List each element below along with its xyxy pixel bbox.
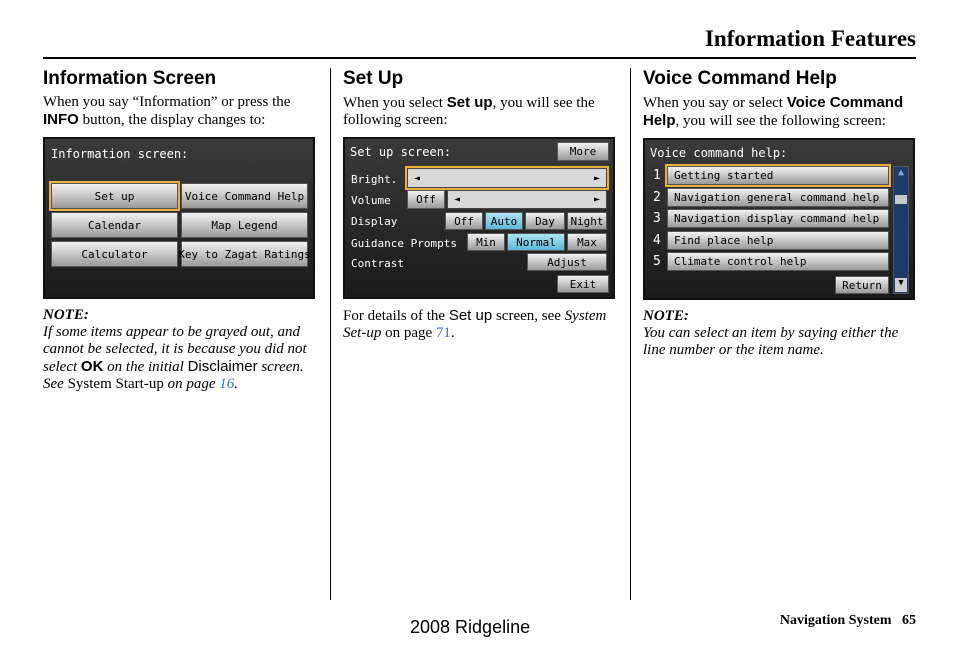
scroll-down-icon[interactable]: ▼ <box>895 278 907 292</box>
calculator-button[interactable]: Calculator <box>51 241 178 267</box>
zagat-ratings-button[interactable]: Key to Zagat Ratings <box>181 241 308 267</box>
intro-text: When you select Set up, you will see the following screen: <box>343 94 595 128</box>
page-link[interactable]: 71 <box>435 325 451 341</box>
voice-command-help-button[interactable]: Voice Command Help <box>181 183 308 209</box>
display-off-button[interactable]: Off <box>445 212 483 230</box>
bright-label: Bright. <box>351 173 398 186</box>
guidance-max-button[interactable]: Max <box>567 233 607 251</box>
voice-command-help-section <box>643 68 918 359</box>
volume-label: Volume <box>351 194 391 207</box>
item-number: 2 <box>653 190 661 205</box>
intro-text: When you say “Information” or press the INFO button, the display changes to: <box>43 94 291 128</box>
page-number: 65 <box>902 613 916 628</box>
right-arrow-icon[interactable]: ► <box>593 172 600 184</box>
help-item-navigation-display[interactable]: Navigation display command help <box>667 209 889 228</box>
item-number: 3 <box>653 211 661 226</box>
page-link[interactable]: 16 <box>219 376 235 392</box>
contrast-adjust-button[interactable]: Adjust <box>527 253 607 271</box>
left-arrow-icon[interactable]: ◄ <box>414 172 421 184</box>
map-legend-button[interactable]: Map Legend <box>181 212 308 238</box>
intro-text: When you say or select Voice Command Help, you will see the following screen: <box>643 94 904 129</box>
more-button[interactable]: More <box>557 142 609 161</box>
screen-title: Information screen: <box>51 147 189 161</box>
page-footer: Navigation System 65 <box>779 613 916 628</box>
display-label: Display <box>351 215 398 228</box>
watermark: 2008 Ridgeline <box>410 617 531 637</box>
section-heading: Set Up <box>343 68 404 89</box>
information-screen-image <box>43 137 315 299</box>
page-header: Information Features <box>704 26 916 51</box>
column-divider <box>630 68 631 600</box>
note-block: NOTE: If some items appear to be grayed out, and cannot be selected, it is because you did not select OK on the initial Disclaimer screen. See System Start-up on page 16. <box>43 307 307 392</box>
calendar-button[interactable]: Calendar <box>51 212 178 238</box>
help-item-getting-started[interactable]: Getting started <box>667 166 889 185</box>
information-screen-section <box>43 68 323 393</box>
screen-title: Voice command help: <box>650 146 788 160</box>
guidance-prompts-label: Guidance Prompts <box>351 237 457 250</box>
note-block: NOTE: You can select an item by saying either the line number or the item name. <box>643 308 899 358</box>
display-auto-button[interactable]: Auto <box>485 212 523 230</box>
display-night-button[interactable]: Night <box>567 212 607 230</box>
help-item-find-place[interactable]: Find place help <box>667 231 889 250</box>
screen-title: Set up screen: <box>350 145 452 159</box>
section-heading: Information Screen <box>43 68 217 89</box>
header-rule <box>43 57 916 59</box>
brightness-slider[interactable] <box>407 168 607 188</box>
right-arrow-icon[interactable]: ► <box>593 194 600 205</box>
scroll-up-icon[interactable]: ▲ <box>897 167 905 178</box>
volume-slider[interactable] <box>447 190 607 209</box>
volume-off-button[interactable]: Off <box>407 190 445 209</box>
display-day-button[interactable]: Day <box>525 212 565 230</box>
set-up-section <box>343 68 618 342</box>
help-item-climate-control[interactable]: Climate control help <box>667 252 889 271</box>
details-text: For details of the Set up screen, see System Set-up on page 71. <box>343 307 607 341</box>
return-button[interactable]: Return <box>835 276 889 294</box>
scrollbar[interactable] <box>893 166 909 294</box>
exit-button[interactable]: Exit <box>557 275 609 293</box>
contrast-label: Contrast <box>351 257 404 270</box>
set-up-screen-image <box>343 137 615 299</box>
help-item-navigation-general[interactable]: Navigation general command help <box>667 188 889 207</box>
guidance-min-button[interactable]: Min <box>467 233 505 251</box>
voice-help-screen-image <box>643 138 915 300</box>
guidance-normal-button[interactable]: Normal <box>507 233 565 251</box>
section-heading: Voice Command Help <box>643 68 837 89</box>
column-divider <box>330 68 331 600</box>
item-number: 4 <box>653 233 661 248</box>
set-up-button[interactable]: Set up <box>51 183 178 209</box>
item-number: 1 <box>653 168 661 183</box>
item-number: 5 <box>653 254 661 269</box>
scroll-thumb[interactable] <box>895 195 907 204</box>
left-arrow-icon[interactable]: ◄ <box>454 194 461 205</box>
